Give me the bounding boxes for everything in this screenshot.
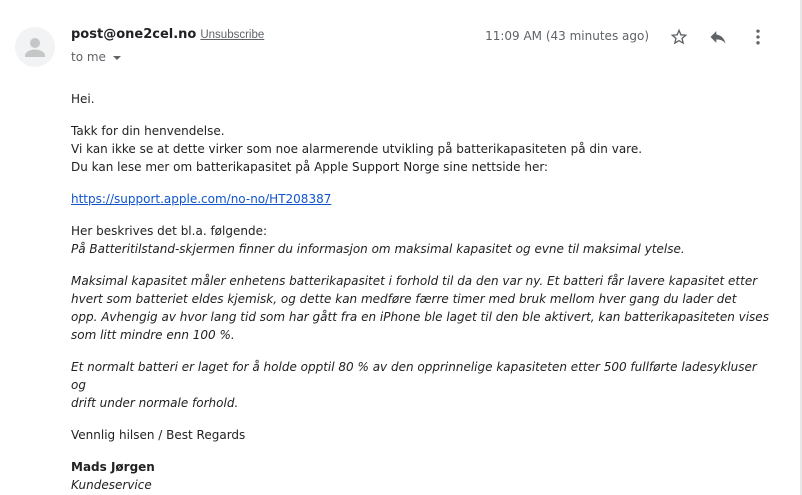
more-vert-icon <box>748 27 768 47</box>
star-button[interactable] <box>667 25 691 49</box>
avatar <box>15 27 55 67</box>
star-icon <box>669 27 689 47</box>
recipient-label: to me <box>71 50 106 64</box>
greeting: Hei. <box>71 92 95 106</box>
paragraph-quote-intro: Her beskrives det bl.a. følgende: På Batteritilstand-skjermen finner du informasjon om maksimal kapasitet og evne til maksimal ytelse. <box>71 224 685 256</box>
paragraph-capacity: Maksimal kapasitet måler enhetens batterikapasitet i forhold til da den var ny. Et batteri får lavere kapasitet etter hvert som batteriet eldes kjemisk, og dette kan medføre færre timer med bruk mellom hver gang du lader det opp. Avhengig av hvor lang tid som har gått fra en iPhone ble laget til den ble aktivert, kan batterikapasiteten vises som litt mindre enn 100 %. <box>71 274 769 342</box>
reply-icon <box>708 27 728 47</box>
paragraph-intro: Takk for din henvendelse. Vi kan ikke se at dette virker som noe alarmerende utvikling på batterikapasiteten på din vare. Du kan lese mer om batterikapasitet på Apple Support Norge sine nettside her: <box>71 124 643 174</box>
signature <box>71 458 771 494</box>
unsubscribe-link[interactable]: Unsubscribe <box>200 29 265 41</box>
chevron-down-icon <box>113 56 121 60</box>
signature-name: Mads Jørgen <box>71 460 155 474</box>
signature-title: Kundeservice <box>71 478 152 492</box>
sender-name[interactable]: post@one2cel.no <box>71 27 197 42</box>
message-body <box>71 90 771 495</box>
sender-line <box>71 27 264 42</box>
link-paragraph <box>71 190 771 208</box>
support-link[interactable]: https://support.apple.com/no-no/HT208387 <box>71 192 332 206</box>
reply-button[interactable] <box>706 25 730 49</box>
more-options-button[interactable] <box>746 25 770 49</box>
timestamp: 11:09 AM (43 minutes ago) <box>485 29 649 43</box>
recipient-details-toggle[interactable] <box>71 50 121 64</box>
person-icon <box>15 27 55 67</box>
paragraph-normal-battery: Et normalt batteri er laget for å holde opptil 80 % av den opprinnelige kapasiteten etter 500 fullførte ladesykluser og drift under normale forhold. <box>71 360 757 410</box>
closing: Vennlig hilsen / Best Regards <box>71 428 246 442</box>
